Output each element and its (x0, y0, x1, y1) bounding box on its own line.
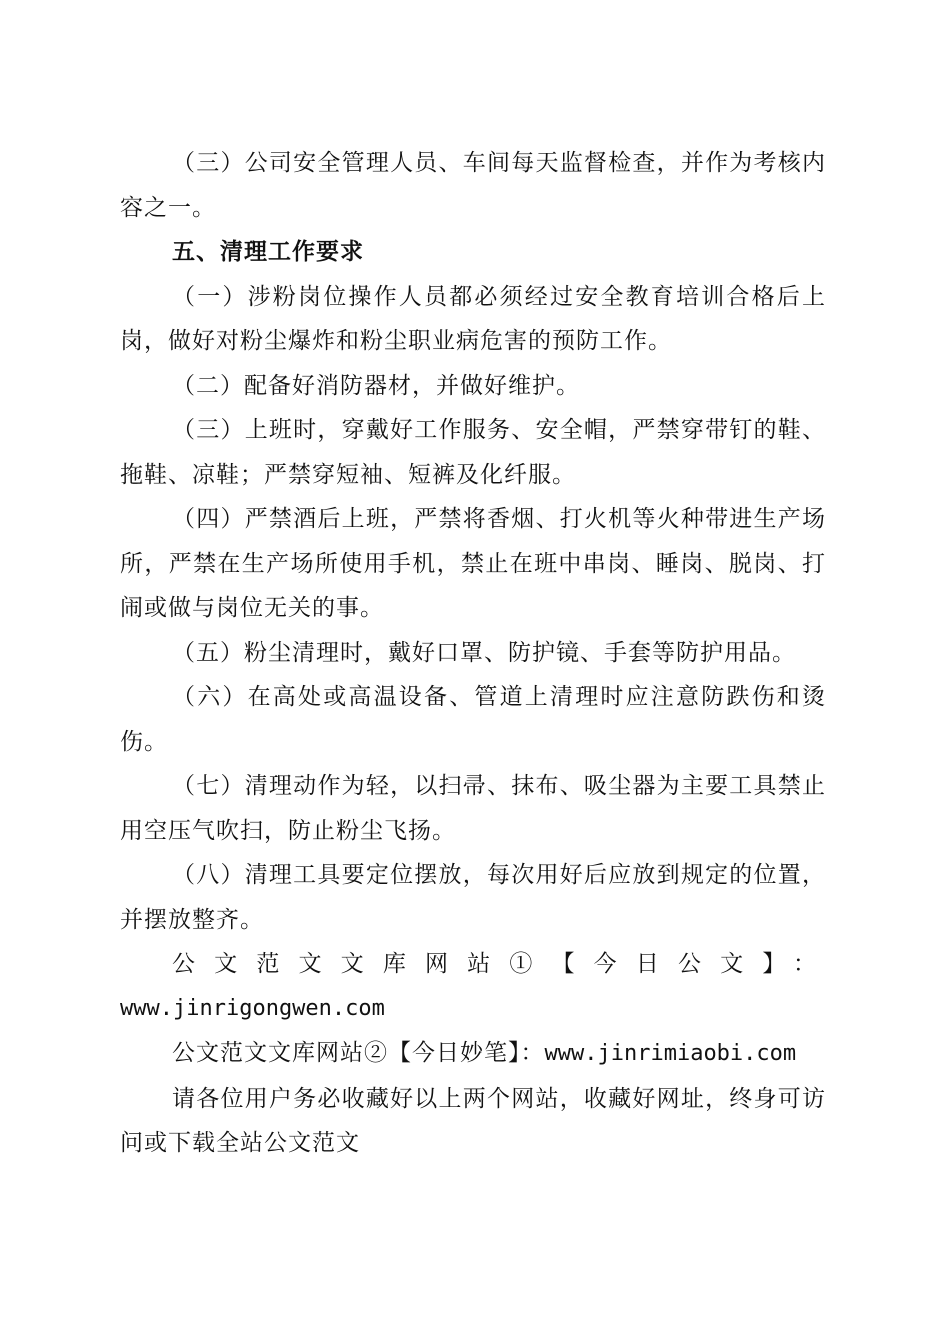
document-body (120, 141, 826, 1166)
paragraph-item-7: （七）清理动作为轻，以扫帚、抹布、吸尘器为主要工具禁止用空压气吹扫，防止粉尘飞扬。 (120, 773, 826, 844)
paragraph-item-8: （八）清理工具要定位摆放，每次用好后应放到规定的位置，并摆放整齐。 (120, 862, 826, 933)
paragraph-item-2: （二）配备好消防器材，并做好维护。 (172, 372, 580, 399)
footer-site2-line (120, 1031, 826, 1077)
paragraph-item-3: （三）上班时，穿戴好工作服务、安全帽，严禁穿带钉的鞋、拖鞋、凉鞋；严禁穿短袖、短裤及化纤服。 (120, 417, 826, 488)
paragraph-item-6: （六）在高处或高温设备、管道上清理时应注意防跌伤和烫伤。 (120, 684, 826, 755)
paragraph-item-4: （四）严禁酒后上班，严禁将香烟、打火机等火种带进生产场所，严禁在生产场所使用手机，禁止在班中串岗、睡岗、脱岗、打闹或做与岗位无关的事。 (120, 506, 826, 621)
paragraph-supervision: （三）公司安全管理人员、车间每天监督检查，并作为考核内容之一。 (120, 150, 826, 221)
footer-site1-url[interactable]: www.jinrigongwen.com (120, 995, 385, 1021)
footer-site2-label: 公文范文文库网站②【今日妙笔】： (172, 1040, 545, 1066)
paragraph-item-1: （一）涉粉岗位操作人员都必须经过安全教育培训合格后上岗，做好对粉尘爆炸和粉尘职业病危害的预防工作。 (120, 283, 826, 354)
footer-notice: 请各位用户务必收藏好以上两个网站，收藏好网址，终身可访问或下载全站公文范文 (120, 1085, 826, 1156)
footer-site1-label: 公文范文文库网站①【今日公文】： (172, 951, 826, 977)
footer-site2-url[interactable]: www.jinrimiaobi.com (544, 1041, 797, 1066)
paragraph-item-5: （五）粉尘清理时，戴好口罩、防护镜、手套等防护用品。 (172, 639, 796, 666)
section-heading-cleaning-requirements: 五、清理工作要求 (172, 239, 364, 265)
